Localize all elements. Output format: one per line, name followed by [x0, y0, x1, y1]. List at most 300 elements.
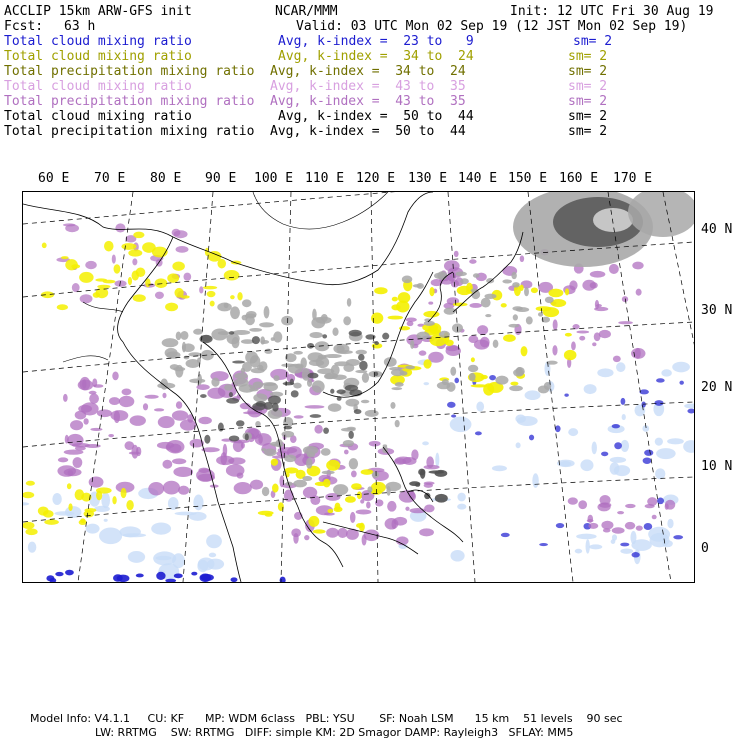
cloud-field-blob	[509, 385, 523, 391]
precip-field-blob	[112, 254, 116, 263]
cloud-field-blob	[184, 356, 190, 360]
cloud-field-blob	[371, 482, 386, 493]
precip-field-blob	[136, 447, 141, 456]
cloud-field-blob	[156, 556, 172, 560]
cloud-field-blob	[593, 208, 633, 232]
latitude-label: 30 N	[701, 303, 733, 318]
precip-field-blob	[148, 482, 164, 495]
cloud-field-blob	[679, 381, 683, 385]
cloud-fields	[23, 192, 694, 582]
precip-field-blob	[571, 341, 576, 350]
cloud-field-blob	[495, 376, 508, 385]
cloud-field-blob	[291, 390, 299, 397]
cloud-field-blob	[391, 387, 402, 390]
cloud-field-blob	[512, 306, 523, 311]
precip-field-blob	[223, 444, 228, 458]
cloud-field-blob	[133, 232, 144, 238]
precip-field-blob	[446, 345, 459, 351]
longitude-label: 170 E	[613, 171, 653, 186]
cloud-field-blob	[538, 312, 543, 316]
precip-field-blob	[63, 394, 68, 402]
cloud-field-blob	[104, 519, 108, 522]
cloud-field-blob	[469, 373, 476, 381]
cloud-field-blob	[71, 264, 80, 268]
cloud-field-blob	[95, 278, 107, 281]
cloud-field-blob	[580, 459, 593, 471]
precip-field-blob	[70, 420, 83, 430]
cloud-field-blob	[447, 402, 456, 408]
cloud-field-blob	[293, 480, 307, 488]
cloud-field-blob	[429, 470, 445, 473]
cloud-field-blob	[172, 261, 185, 270]
cloud-field-blob	[357, 491, 362, 499]
cloud-field-blob	[253, 393, 267, 402]
cloud-field-blob	[434, 273, 445, 279]
cloud-field-blob	[548, 289, 563, 298]
cloud-field-blob	[65, 570, 74, 576]
cloud-field-blob	[621, 398, 626, 405]
cloud-field-blob	[44, 519, 59, 524]
precip-field-blob	[387, 501, 396, 512]
precip-field-blob	[362, 534, 367, 545]
precip-field-blob	[293, 533, 298, 544]
cloud-field-blob	[372, 471, 379, 477]
cloud-field-blob	[471, 384, 489, 387]
cloud-field-blob	[229, 436, 240, 442]
cloud-field-blob	[620, 543, 629, 547]
cloud-field-blob	[345, 496, 356, 503]
cloud-field-blob	[321, 448, 331, 456]
precip-field-blob	[419, 528, 434, 536]
precip-field-blob	[419, 350, 427, 355]
cloud-field-blob	[575, 549, 582, 554]
cloud-field-blob	[264, 306, 270, 318]
longitude-label: 80 E	[150, 171, 182, 186]
cloud-field-blob	[392, 297, 398, 302]
cloud-field-blob	[167, 273, 179, 282]
cloud-field-blob	[290, 379, 294, 385]
cloud-field-blob	[133, 294, 146, 301]
cloud-field-blob	[262, 487, 269, 496]
cloud-field-blob	[673, 535, 683, 539]
precip-field-blob	[366, 501, 370, 508]
cloud-field-blob	[450, 417, 472, 433]
cloud-field-blob	[165, 348, 178, 358]
precip-field-blob	[112, 372, 118, 381]
precip-field-blob	[176, 246, 189, 253]
cloud-field-blob	[264, 448, 277, 456]
cloud-field-blob	[351, 483, 362, 489]
precip-field-blob	[468, 335, 478, 343]
cloud-field-blob	[200, 574, 212, 582]
cloud-field-blob	[182, 343, 195, 352]
cloud-field-blob	[667, 438, 684, 444]
cloud-field-blob	[231, 577, 238, 582]
cloud-field-blob	[442, 379, 449, 385]
cloud-field-blob	[454, 378, 459, 384]
model-title: ACCLIP 15km ARW-GFS init	[4, 4, 192, 19]
cloud-field-blob	[180, 331, 188, 340]
cloud-field-blob	[362, 372, 369, 382]
precip-field-blob	[326, 528, 339, 538]
cloud-field-blob	[450, 367, 456, 376]
cloud-field-blob	[516, 442, 521, 448]
cloud-field-blob	[687, 409, 694, 414]
cloud-field-blob	[282, 431, 295, 438]
legend-smoothing: sm= 2	[568, 64, 608, 79]
init-time: Init: 12 UTC Fri 30 Aug 19	[510, 4, 714, 19]
precip-field-blob	[406, 317, 417, 321]
cloud-field-blob	[435, 453, 439, 468]
legend-avg-range: Avg, k-index = 34 to 24	[270, 64, 466, 79]
precip-field-blob	[579, 336, 585, 341]
cloud-field-blob	[280, 577, 286, 582]
cloud-field-blob	[395, 382, 404, 387]
cloud-field-blob	[23, 522, 34, 529]
org-name: NCAR/MMM	[275, 4, 338, 19]
cloud-field-blob	[601, 452, 608, 457]
precip-field-blob	[173, 467, 193, 477]
precip-field-blob	[130, 415, 146, 426]
precip-field-blob	[72, 283, 80, 292]
legend-smoothing: sm= 2	[573, 34, 613, 49]
precip-field-blob	[250, 480, 263, 490]
precip-field-blob	[424, 483, 433, 488]
cloud-field-blob	[230, 306, 240, 319]
cloud-field-blob	[210, 301, 215, 307]
cloud-field-blob	[489, 375, 496, 380]
cloud-field-blob	[315, 341, 330, 351]
precip-field-blob	[603, 528, 611, 532]
cloud-field-blob	[611, 539, 616, 544]
cloud-field-blob	[156, 572, 165, 580]
cloud-field-blob	[259, 361, 268, 371]
cloud-field-blob	[211, 377, 219, 386]
cloud-field-blob	[654, 400, 663, 406]
cloud-field-blob	[667, 519, 673, 528]
cloud-field-blob	[234, 378, 249, 387]
precip-field-blob	[233, 440, 244, 453]
precip-field-blob	[162, 460, 172, 469]
precip-field-blob	[157, 442, 174, 449]
legend-avg-range: Avg, k-index = 50 to 44	[278, 109, 474, 124]
cloud-field-blob	[175, 512, 197, 516]
legend-field-name: Total cloud mixing ratio	[4, 34, 192, 49]
cloud-field-blob	[683, 440, 694, 453]
precip-field-blob	[228, 457, 245, 464]
cloud-field-blob	[655, 438, 663, 446]
cloud-field-blob	[389, 367, 402, 371]
cloud-field-blob	[242, 315, 248, 321]
cloud-field-blob	[614, 465, 630, 476]
cloud-field-blob	[555, 425, 561, 432]
cloud-field-blob	[684, 404, 694, 409]
cloud-field-blob	[117, 575, 130, 582]
legend-avg-range: Avg, k-index = 34 to 24	[278, 49, 474, 64]
cloud-field-blob	[556, 523, 564, 528]
precip-field-blob	[58, 457, 68, 462]
cloud-field-blob	[217, 303, 232, 312]
cloud-field-blob	[252, 336, 260, 344]
legend-smoothing: sm= 2	[568, 79, 608, 94]
cloud-field-blob	[485, 314, 491, 317]
precip-field-blob	[360, 499, 364, 503]
cloud-field-blob	[55, 572, 63, 576]
cloud-field-blob	[197, 560, 208, 573]
precip-field-blob	[553, 319, 558, 330]
precip-field-blob	[80, 377, 91, 390]
cloud-field-blob	[336, 345, 344, 352]
cloud-field-blob	[620, 548, 633, 553]
cloud-field-blob	[513, 314, 518, 320]
cloud-field-blob	[457, 493, 465, 502]
cloud-field-blob	[405, 365, 415, 369]
cloud-field-blob	[28, 542, 36, 553]
cloud-field-blob	[232, 337, 240, 348]
cloud-field-blob	[260, 336, 265, 344]
precip-field-blob	[599, 330, 611, 338]
cloud-field-blob	[492, 465, 507, 471]
cloud-field-blob	[307, 452, 315, 458]
cloud-field-blob	[501, 533, 510, 537]
cloud-field-blob	[643, 457, 652, 463]
cloud-field-blob	[584, 384, 597, 394]
cloud-field-blob	[557, 460, 575, 468]
cloud-field-blob	[616, 362, 625, 372]
precip-field-blob	[83, 418, 88, 424]
precip-field-blob	[109, 397, 120, 405]
precip-field-blob	[617, 511, 624, 514]
cloud-field-blob	[348, 431, 353, 439]
cloud-field-blob	[387, 486, 391, 496]
precip-field-blob	[405, 507, 409, 511]
cloud-field-blob	[343, 316, 351, 325]
cloud-field-blob	[217, 259, 226, 269]
precip-field-blob	[234, 482, 252, 494]
cloud-field-blob	[224, 384, 233, 391]
precip-field-blob	[568, 497, 578, 504]
precip-field-blob	[520, 255, 524, 262]
precip-field-blob	[351, 470, 357, 477]
latitude-label: 0	[701, 541, 709, 556]
precip-field-blob	[665, 503, 669, 509]
legend-field-name: Total precipitation mixing ratio	[4, 64, 255, 79]
cloud-field-blob	[293, 351, 303, 355]
cloud-field-blob	[395, 420, 400, 427]
cloud-field-blob	[415, 483, 420, 487]
cloud-field-blob	[57, 304, 68, 310]
cloud-field-blob	[322, 334, 327, 338]
legend-field-name: Total cloud mixing ratio	[4, 109, 192, 124]
precip-field-blob	[411, 449, 418, 460]
longitude-label: 130 E	[408, 171, 448, 186]
precip-field-blob	[477, 325, 488, 335]
cloud-field-blob	[52, 493, 61, 505]
cloud-field-blob	[576, 534, 597, 540]
precip-field-blob	[207, 388, 225, 399]
precip-field-blob	[72, 443, 90, 447]
precip-field-blob	[588, 523, 598, 529]
cloud-field-blob	[565, 288, 569, 295]
cloud-field-blob	[644, 523, 653, 530]
cloud-field-blob	[451, 414, 456, 417]
cloud-field-blob	[165, 303, 178, 312]
longitude-label: 70 E	[94, 171, 126, 186]
cloud-field-blob	[284, 455, 296, 462]
cloud-field-blob	[132, 271, 139, 281]
longitude-label: 140 E	[458, 171, 498, 186]
precip-field-blob	[469, 303, 481, 308]
precip-field-blob	[125, 441, 135, 450]
latitude-label: 20 N	[701, 380, 733, 395]
precip-field-blob	[172, 410, 188, 420]
cloud-field-blob	[359, 361, 368, 371]
cloud-field-blob	[332, 328, 338, 336]
cloud-field-blob	[242, 299, 251, 307]
cloud-field-blob	[445, 340, 454, 346]
cloud-field-blob	[191, 572, 197, 576]
cloud-field-blob	[176, 332, 182, 341]
cloud-field-blob	[301, 357, 307, 368]
cloud-field-blob	[25, 528, 37, 535]
forecast-hour: 63 h	[64, 19, 96, 34]
precip-field-blob	[198, 417, 211, 425]
cloud-field-blob	[308, 373, 319, 379]
cloud-field-blob	[311, 317, 325, 328]
cloud-field-blob	[371, 312, 383, 323]
cloud-field-blob	[424, 321, 435, 326]
cloud-field-blob	[306, 458, 312, 469]
cloud-field-blob	[516, 367, 522, 374]
precip-field-blob	[90, 428, 102, 431]
cloud-field-blob	[525, 390, 541, 400]
precip-field-blob	[613, 356, 621, 362]
legend-field-name: Total precipitation mixing ratio	[4, 94, 255, 109]
cloud-field-blob	[245, 351, 258, 363]
cloud-field-blob	[420, 469, 425, 479]
precip-field-blob	[609, 264, 619, 274]
cloud-field-blob	[346, 427, 355, 430]
cloud-field-blob	[259, 322, 274, 327]
longitude-label: 120 E	[356, 171, 396, 186]
cloud-field-blob	[354, 409, 362, 414]
cloud-field-blob	[207, 291, 216, 297]
cloud-field-blob	[151, 522, 171, 534]
cloud-field-blob	[252, 403, 265, 411]
cloud-field-blob	[589, 544, 602, 549]
precip-field-blob	[132, 258, 137, 265]
cloud-field-blob	[476, 401, 484, 411]
cloud-field-blob	[79, 520, 87, 525]
legend-avg-range: Avg, k-index = 23 to 9	[278, 34, 474, 49]
precip-field-blob	[294, 415, 304, 418]
cloud-field-blob	[323, 479, 330, 488]
cloud-field-blob	[450, 550, 464, 562]
cloud-field-blob	[114, 264, 121, 273]
valid-time: Valid: 03 UTC Mon 02 Sep 19 (12 JST Mon 02 Sep 19)	[296, 19, 688, 34]
precip-field-blob	[350, 512, 356, 523]
cloud-field-blob	[173, 367, 185, 371]
precip-field-blob	[63, 223, 76, 226]
legend-avg-range: Avg, k-index = 43 to 35	[270, 79, 466, 94]
cloud-field-blob	[128, 551, 145, 563]
cloud-field-blob	[312, 380, 325, 392]
cloud-field-blob	[361, 469, 374, 475]
longitude-label: 90 E	[205, 171, 237, 186]
cloud-field-blob	[200, 394, 207, 398]
cloud-field-blob	[336, 389, 345, 394]
cloud-field-blob	[390, 402, 395, 409]
precip-field-blob	[576, 330, 589, 333]
cloud-field-blob	[565, 333, 572, 337]
cloud-field-blob	[112, 496, 116, 504]
cloud-field-blob	[471, 357, 475, 362]
cloud-field-blob	[365, 410, 379, 417]
cloud-field-blob	[308, 516, 319, 527]
model-info-line1: Model Info: V4.1.1 CU: KF MP: WDM 6class PBL: YSU SF: Noah LSM 15 km 51 levels 90 sec	[30, 712, 623, 725]
forecast-label: Fcst:	[4, 19, 44, 34]
cloud-field-blob	[281, 363, 295, 367]
cloud-field-blob	[310, 332, 323, 338]
precip-field-blob	[145, 395, 159, 399]
precip-field-blob	[393, 517, 407, 526]
precip-field-blob	[172, 458, 186, 464]
precip-field-blob	[158, 416, 175, 428]
cloud-field-blob	[529, 435, 534, 441]
cloud-field-blob	[515, 415, 526, 423]
cloud-field-blob	[193, 494, 203, 510]
cloud-field-blob	[503, 334, 516, 342]
cloud-field-blob	[330, 389, 334, 394]
cloud-field-blob	[455, 272, 467, 277]
cloud-field-blob	[245, 434, 249, 441]
cloud-field-blob	[524, 287, 529, 296]
cloud-field-blob	[661, 369, 672, 376]
cloud-field-blob	[324, 354, 342, 358]
cloud-field-blob	[468, 365, 478, 372]
cloud-field-blob	[493, 340, 499, 348]
cloud-field-blob	[84, 508, 96, 512]
precip-field-blob	[595, 300, 599, 309]
precip-field-blob	[601, 521, 613, 530]
cloud-field-blob	[307, 379, 312, 387]
cloud-field-blob	[347, 298, 351, 307]
cloud-field-blob	[568, 428, 578, 436]
cloud-field-blob	[189, 378, 205, 383]
precip-field-blob	[108, 434, 114, 437]
cloud-field-blob	[460, 278, 469, 284]
cloud-field-blob	[612, 424, 620, 428]
cloud-field-blob	[313, 529, 326, 533]
cloud-field-blob	[86, 524, 100, 534]
precip-field-blob	[115, 223, 125, 232]
cloud-field-blob	[365, 334, 375, 339]
cloud-field-blob	[532, 473, 538, 488]
cloud-field-blob	[310, 414, 322, 418]
cloud-field-blob	[218, 423, 224, 432]
cloud-field-blob	[655, 468, 665, 479]
longitude-label: 150 E	[508, 171, 548, 186]
cloud-field-blob	[326, 460, 340, 471]
cloud-field-blob	[410, 340, 414, 349]
precip-field-blob	[64, 450, 84, 455]
precip-field-blob	[618, 321, 633, 324]
cloud-field-blob	[236, 420, 245, 426]
cloud-field-blob	[374, 287, 387, 294]
precip-field-blob	[636, 526, 643, 531]
legend-smoothing: sm= 2	[568, 49, 608, 64]
cloud-field-blob	[614, 442, 622, 449]
